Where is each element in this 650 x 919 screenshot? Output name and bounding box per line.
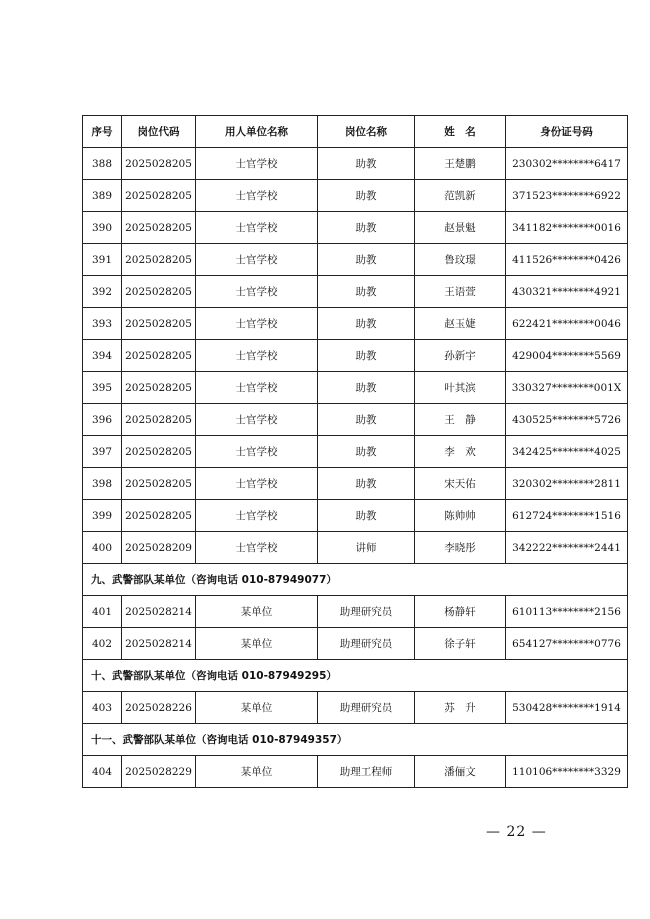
cell-employer: 士官学校 xyxy=(196,308,318,340)
cell-name: 徐子轩 xyxy=(415,628,506,660)
cell-id-number: 622421********0046 xyxy=(506,308,628,340)
cell-index: 404 xyxy=(83,756,122,788)
cell-id-number: 612724********1516 xyxy=(506,500,628,532)
cell-index: 395 xyxy=(83,372,122,404)
cell-index: 399 xyxy=(83,500,122,532)
header-index: 序号 xyxy=(83,116,122,148)
cell-index: 392 xyxy=(83,276,122,308)
header-position-code: 岗位代码 xyxy=(122,116,196,148)
cell-index: 396 xyxy=(83,404,122,436)
cell-position-name: 助教 xyxy=(318,276,415,308)
cell-index: 398 xyxy=(83,468,122,500)
cell-employer: 士官学校 xyxy=(196,244,318,276)
cell-employer: 某单位 xyxy=(196,628,318,660)
cell-position-name: 助教 xyxy=(318,436,415,468)
cell-id-number: 110106********3329 xyxy=(506,756,628,788)
cell-name: 王语萱 xyxy=(415,276,506,308)
table-row xyxy=(83,148,628,180)
cell-id-number: 330327********001X xyxy=(506,372,628,404)
section-header-row xyxy=(83,660,628,692)
table-row xyxy=(83,436,628,468)
section-title: 九、武警部队某单位（咨询电话 010-87949077） xyxy=(83,564,628,596)
cell-position-name: 助教 xyxy=(318,212,415,244)
cell-employer: 士官学校 xyxy=(196,468,318,500)
cell-position-name: 助教 xyxy=(318,468,415,500)
cell-name: 鲁玟璟 xyxy=(415,244,506,276)
cell-position-code: 2025028205 xyxy=(122,372,196,404)
cell-position-name: 助理研究员 xyxy=(318,628,415,660)
cell-position-code: 2025028205 xyxy=(122,468,196,500)
table-row xyxy=(83,180,628,212)
cell-name: 范凯新 xyxy=(415,180,506,212)
cell-id-number: 371523********6922 xyxy=(506,180,628,212)
cell-position-name: 助理研究员 xyxy=(318,596,415,628)
section-header-row xyxy=(83,564,628,596)
cell-name: 王 静 xyxy=(415,404,506,436)
cell-position-name: 讲师 xyxy=(318,532,415,564)
cell-position-code: 2025028205 xyxy=(122,404,196,436)
cell-position-code: 2025028205 xyxy=(122,148,196,180)
cell-index: 389 xyxy=(83,180,122,212)
cell-name: 李晓彤 xyxy=(415,532,506,564)
cell-id-number: 320302********2811 xyxy=(506,468,628,500)
cell-index: 391 xyxy=(83,244,122,276)
cell-employer: 士官学校 xyxy=(196,500,318,532)
table-row xyxy=(83,692,628,724)
cell-position-code: 2025028229 xyxy=(122,756,196,788)
cell-id-number: 342222********2441 xyxy=(506,532,628,564)
table-row xyxy=(83,244,628,276)
cell-position-code: 2025028205 xyxy=(122,276,196,308)
cell-name: 潘俪文 xyxy=(415,756,506,788)
header-employer: 用人单位名称 xyxy=(196,116,318,148)
cell-position-name: 助教 xyxy=(318,340,415,372)
cell-id-number: 654127********0776 xyxy=(506,628,628,660)
table-header-row xyxy=(83,116,628,148)
cell-index: 402 xyxy=(83,628,122,660)
cell-employer: 士官学校 xyxy=(196,148,318,180)
cell-index: 400 xyxy=(83,532,122,564)
cell-id-number: 411526********0426 xyxy=(506,244,628,276)
cell-index: 393 xyxy=(83,308,122,340)
cell-name: 陈帅帅 xyxy=(415,500,506,532)
section-title: 十、武警部队某单位（咨询电话 010-87949295） xyxy=(83,660,628,692)
cell-position-code: 2025028205 xyxy=(122,212,196,244)
cell-index: 403 xyxy=(83,692,122,724)
table-row xyxy=(83,276,628,308)
cell-index: 390 xyxy=(83,212,122,244)
cell-id-number: 430525********5726 xyxy=(506,404,628,436)
cell-position-name: 助教 xyxy=(318,244,415,276)
cell-employer: 士官学校 xyxy=(196,276,318,308)
cell-id-number: 342425********4025 xyxy=(506,436,628,468)
cell-employer: 士官学校 xyxy=(196,212,318,244)
cell-position-code: 2025028205 xyxy=(122,500,196,532)
table-row xyxy=(83,308,628,340)
cell-employer: 士官学校 xyxy=(196,340,318,372)
cell-name: 王楚鹏 xyxy=(415,148,506,180)
cell-position-code: 2025028205 xyxy=(122,436,196,468)
table-row xyxy=(83,340,628,372)
header-position-name: 岗位名称 xyxy=(318,116,415,148)
cell-position-code: 2025028214 xyxy=(122,628,196,660)
cell-position-name: 助教 xyxy=(318,372,415,404)
cell-id-number: 341182********0016 xyxy=(506,212,628,244)
table-row xyxy=(83,372,628,404)
cell-id-number: 530428********1914 xyxy=(506,692,628,724)
table-row xyxy=(83,500,628,532)
header-id-number: 身份证号码 xyxy=(506,116,628,148)
cell-position-name: 助理工程师 xyxy=(318,756,415,788)
cell-id-number: 430321********4921 xyxy=(506,276,628,308)
cell-index: 394 xyxy=(83,340,122,372)
cell-name: 苏 升 xyxy=(415,692,506,724)
cell-position-name: 助教 xyxy=(318,500,415,532)
table-row xyxy=(83,532,628,564)
cell-position-code: 2025028209 xyxy=(122,532,196,564)
table-row xyxy=(83,468,628,500)
cell-employer: 士官学校 xyxy=(196,436,318,468)
cell-name: 孙新宇 xyxy=(415,340,506,372)
page-number: — 22 — xyxy=(486,824,547,840)
table-row xyxy=(83,596,628,628)
cell-employer: 某单位 xyxy=(196,756,318,788)
cell-employer: 士官学校 xyxy=(196,372,318,404)
section-header-row xyxy=(83,724,628,756)
cell-employer: 士官学校 xyxy=(196,532,318,564)
cell-id-number: 429004********5569 xyxy=(506,340,628,372)
cell-employer: 士官学校 xyxy=(196,180,318,212)
table-row xyxy=(83,756,628,788)
cell-name: 李 欢 xyxy=(415,436,506,468)
cell-position-code: 2025028214 xyxy=(122,596,196,628)
cell-position-code: 2025028205 xyxy=(122,180,196,212)
cell-name: 宋天佑 xyxy=(415,468,506,500)
cell-position-name: 助理研究员 xyxy=(318,692,415,724)
cell-position-name: 助教 xyxy=(318,148,415,180)
cell-position-name: 助教 xyxy=(318,308,415,340)
table-body xyxy=(83,148,628,788)
cell-position-code: 2025028205 xyxy=(122,340,196,372)
cell-index: 401 xyxy=(83,596,122,628)
cell-position-code: 2025028226 xyxy=(122,692,196,724)
cell-id-number: 230302********6417 xyxy=(506,148,628,180)
section-title: 十一、武警部队某单位（咨询电话 010-87949357） xyxy=(83,724,628,756)
table-row xyxy=(83,404,628,436)
cell-index: 397 xyxy=(83,436,122,468)
cell-id-number: 610113********2156 xyxy=(506,596,628,628)
table-row xyxy=(83,628,628,660)
cell-name: 叶其滨 xyxy=(415,372,506,404)
table-row xyxy=(83,212,628,244)
cell-position-name: 助教 xyxy=(318,180,415,212)
cell-employer: 某单位 xyxy=(196,596,318,628)
cell-name: 杨静轩 xyxy=(415,596,506,628)
cell-name: 赵景魁 xyxy=(415,212,506,244)
personnel-table xyxy=(82,115,628,788)
cell-position-name: 助教 xyxy=(318,404,415,436)
cell-index: 388 xyxy=(83,148,122,180)
header-name: 姓 名 xyxy=(415,116,506,148)
cell-name: 赵玉婕 xyxy=(415,308,506,340)
cell-position-code: 2025028205 xyxy=(122,244,196,276)
cell-employer: 士官学校 xyxy=(196,404,318,436)
cell-employer: 某单位 xyxy=(196,692,318,724)
cell-position-code: 2025028205 xyxy=(122,308,196,340)
